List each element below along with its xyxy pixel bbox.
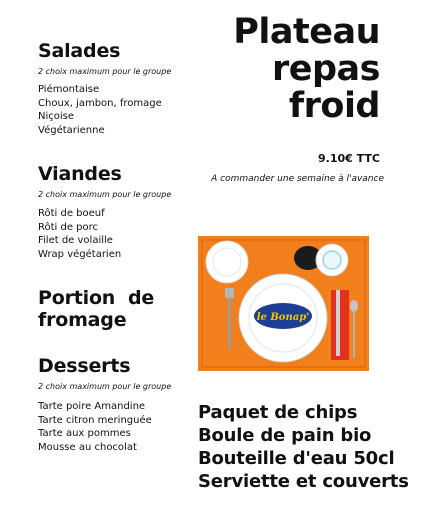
- list-item: Piémontaise: [38, 84, 100, 95]
- viandes-list: [38, 207, 171, 261]
- desserts-list: [38, 400, 171, 454]
- list-item: Rôti de porc: [38, 221, 99, 233]
- list-item: Serviette et couverts: [198, 471, 409, 492]
- order-note: A commander une semaine à l'avance: [211, 174, 384, 184]
- list-item: Rôti de boeuf: [38, 208, 105, 219]
- section-note-desserts: 2 choix maximum pour le groupe: [38, 382, 172, 391]
- knife-icon: [336, 290, 340, 356]
- list-item: Bouteille d'eau 50cl: [198, 448, 395, 469]
- logo-text: le Bonap': [256, 312, 310, 323]
- menu-title-line2: repas: [271, 49, 380, 89]
- list-item: Choux, jambon, fromage: [38, 97, 162, 109]
- section-fromage: [38, 287, 154, 331]
- section-title-salades: Salades: [38, 40, 121, 62]
- list-item: Tarte aux pommes: [38, 428, 131, 439]
- list-item: Boule de pain bio: [198, 425, 372, 446]
- menu-title-line1: Plateau: [233, 12, 380, 52]
- extras-list: [198, 401, 409, 493]
- section-title-fromage-line1: Portion de: [38, 287, 155, 309]
- list-item: Tarte poire Amandine: [38, 401, 146, 412]
- side-plate: [206, 241, 248, 283]
- section-note-viandes: 2 choix maximum pour le groupe: [38, 190, 172, 199]
- list-item: Filet de volaille: [38, 235, 113, 246]
- section-note-salades: 2 choix maximum pour le groupe: [38, 67, 172, 76]
- menu-title-line3: froid: [288, 86, 380, 126]
- section-viandes: [38, 163, 171, 261]
- list-item: Niçoise: [38, 111, 75, 122]
- price: 9.10€ TTC: [318, 152, 380, 165]
- list-item: Paquet de chips: [198, 402, 358, 423]
- list-item: Mousse au chocolat: [38, 441, 137, 453]
- list-item: Tarte citron meringuée: [38, 414, 152, 426]
- section-title-fromage-line2: fromage: [38, 309, 127, 331]
- tray-image: [198, 236, 369, 371]
- list-item: Wrap végétarien: [38, 248, 122, 260]
- list-item: Végétarienne: [38, 124, 105, 136]
- menu-title: [180, 14, 380, 125]
- cup: [323, 251, 341, 269]
- section-salades: [38, 40, 171, 137]
- salades-list: [38, 83, 171, 137]
- section-desserts: [38, 355, 171, 454]
- tray-illustration: [198, 236, 369, 371]
- section-title-desserts: Desserts: [38, 355, 131, 377]
- section-title-viandes: Viandes: [38, 163, 122, 185]
